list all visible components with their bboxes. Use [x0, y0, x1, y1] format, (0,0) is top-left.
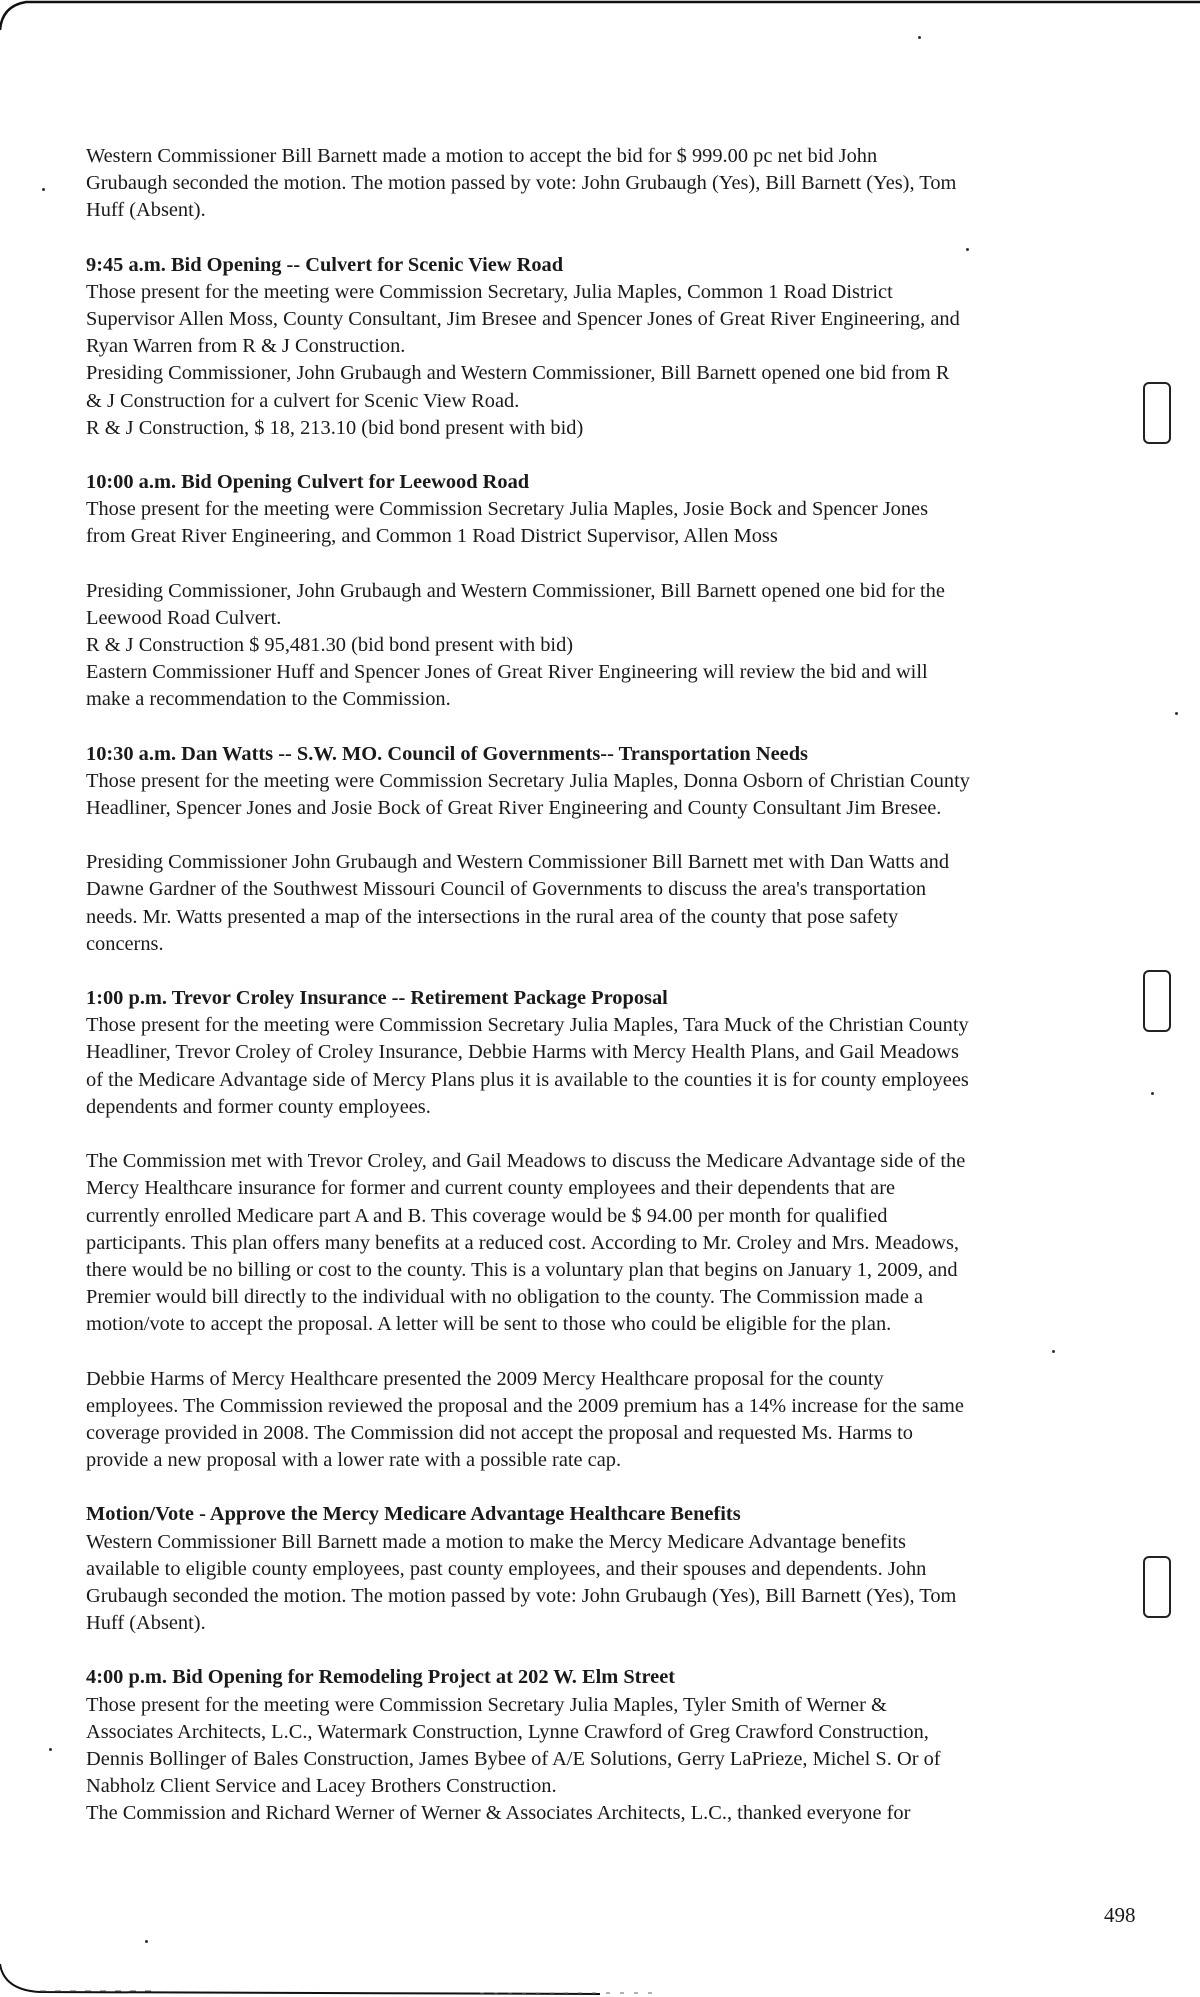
- text-line: currently enrolled Medicare part A and B. This coverage would be $ 94.00 per month for qualified: [86, 1204, 888, 1227]
- text-line: needs. Mr. Watts presented a map of the intersections in the rural area of the county that pose safety: [86, 905, 899, 928]
- text-line: Those present for the meeting were Commission Secretary, Julia Maples, Common 1 Road District: [86, 280, 893, 303]
- text-line: Presiding Commissioner John Grubaugh and Western Commissioner Bill Barnett met with Dan Watts and: [86, 851, 950, 874]
- text-line: Dennis Bollinger of Bales Construction, James Bybee of A/E Solutions, Gerry LaPrieze, Michel S. Or of: [86, 1747, 941, 1770]
- section-heading: 9:45 a.m. Bid Opening -- Culvert for Scenic View Road: [86, 253, 564, 276]
- page-number: 498: [1104, 1903, 1136, 1927]
- transportation-paragraph: [86, 849, 1116, 958]
- text-line: participants. This plan offers many benefits at a reduced cost. According to Mr. Croley and Mrs. Meadows,: [86, 1231, 960, 1254]
- leewood-bid-paragraph: [86, 578, 1116, 714]
- text-line: Huff (Absent).: [86, 1612, 206, 1635]
- scan-speck: [1151, 1092, 1154, 1095]
- scan-speck: [49, 1748, 52, 1751]
- section-heading: 10:30 a.m. Dan Watts -- S.W. MO. Council of Governments-- Transportation Needs: [86, 742, 808, 765]
- scan-speck: [145, 1940, 148, 1943]
- document-body: [86, 143, 1116, 1828]
- text-line: Grubaugh seconded the motion. The motion passed by vote: John Grubaugh (Yes), Bill Barnett (Yes), Tom: [86, 172, 957, 195]
- text-line: & J Construction for a culvert for Scenic View Road.: [86, 389, 520, 412]
- text-line: Eastern Commissioner Huff and Spencer Jones of Great River Engineering will review the bid and will: [86, 661, 928, 684]
- section-heading: Motion/Vote - Approve the Mercy Medicare Advantage Healthcare Benefits: [86, 1503, 741, 1526]
- text-line: The Commission met with Trevor Croley, and Gail Meadows to discuss the Medicare Advantage side of the: [86, 1150, 966, 1173]
- text-line: Headliner, Spencer Jones and Josie Bock of Great River Engineering and County Consultant Jim Bresee.: [86, 797, 942, 820]
- text-line: provide a new proposal with a lower rate with a possible rate cap.: [86, 1449, 622, 1472]
- text-line: employees. The Commission reviewed the proposal and the 2009 premium has a 14% increase for the same: [86, 1394, 964, 1417]
- section-leewood-culvert: [86, 469, 1116, 551]
- text-line: available to eligible county employees, past county employees, and their spouses and dependents. John: [86, 1557, 927, 1580]
- text-line: of the Medicare Advantage side of Mercy Plans plus it is available to the counties it is for county employees: [86, 1068, 969, 1091]
- text-line: Those present for the meeting were Commission Secretary Julia Maples, Tyler Smith of Werner &: [86, 1693, 887, 1716]
- text-line: Dawne Gardner of the Southwest Missouri Council of Governments to discuss the area's transportation: [86, 878, 927, 901]
- section-heading: 4:00 p.m. Bid Opening for Remodeling Project at 202 W. Elm Street: [86, 1666, 676, 1689]
- section-retirement-package: [86, 985, 1116, 1121]
- section-motion-vote: [86, 1501, 1116, 1637]
- margin-checkbox: [1143, 970, 1171, 1032]
- text-line: Western Commissioner Bill Barnett made a motion to accept the bid for $ 999.00 pc net bid John: [86, 145, 878, 167]
- text-line: Supervisor Allen Moss, County Consultant, Jim Bresee and Spencer Jones of Great River Engineering, and: [86, 308, 960, 331]
- text-line: R & J Construction, $ 18, 213.10 (bid bond present with bid): [86, 416, 584, 439]
- text-line: Western Commissioner Bill Barnett made a motion to make the Mercy Medicare Advantage benefits: [86, 1530, 906, 1553]
- text-line: Premier would bill directly to the individual with no obligation to the county. The Commission made a: [86, 1286, 924, 1309]
- text-line: Presiding Commissioner, John Grubaugh and Western Commissioner, Bill Barnett opened one bid for the: [86, 579, 945, 602]
- scan-speck: [42, 188, 45, 191]
- text-line: make a recommendation to the Commission.: [86, 688, 451, 711]
- text-line: Grubaugh seconded the motion. The motion passed by vote: John Grubaugh (Yes), Bill Barnett (Yes), Tom: [86, 1584, 957, 1607]
- text-line: The Commission and Richard Werner of Werner & Associates Architects, L.C., thanked everyone for: [86, 1802, 911, 1825]
- page-edge-bottom: [0, 1960, 1200, 1997]
- scan-speck: [918, 36, 921, 39]
- section-scenic-view-culvert: [86, 252, 1116, 442]
- motion-paragraph: [86, 143, 1116, 225]
- margin-checkbox: [1143, 382, 1171, 444]
- text-line: Nabholz Client Service and Lacey Brothers Construction.: [86, 1775, 557, 1798]
- text-line: Huff (Absent).: [86, 199, 206, 222]
- text-line: from Great River Engineering, and Common 1 Road District Supervisor, Allen Moss: [86, 525, 778, 548]
- text-line: Ryan Warren from R & J Construction.: [86, 335, 406, 358]
- section-heading: 10:00 a.m. Bid Opening Culvert for Leewood Road: [86, 471, 530, 494]
- text-line: coverage provided in 2008. The Commission did not accept the proposal and requested Ms. Harms to: [86, 1421, 913, 1444]
- page-edge-top: [0, 0, 1200, 40]
- text-line: Those present for the meeting were Commission Secretary Julia Maples, Donna Osborn of Christian County: [86, 769, 970, 792]
- scan-speck: [1175, 712, 1178, 715]
- section-transportation-needs: [86, 741, 1116, 823]
- scan-speck: [1052, 1350, 1055, 1353]
- section-heading: 1:00 p.m. Trevor Croley Insurance -- Retirement Package Proposal: [86, 987, 668, 1010]
- scan-speck: [966, 248, 969, 251]
- margin-checkbox: [1143, 1556, 1171, 1618]
- text-line: Leewood Road Culvert.: [86, 606, 282, 629]
- medicare-advantage-paragraph: [86, 1148, 1116, 1338]
- section-remodeling-bid: [86, 1664, 1116, 1827]
- text-line: Debbie Harms of Mercy Healthcare presented the 2009 Mercy Healthcare proposal for the county: [86, 1367, 884, 1390]
- text-line: dependents and former county employees.: [86, 1095, 431, 1118]
- text-line: Mercy Healthcare insurance for former and current county employees and their dependents that are: [86, 1177, 896, 1200]
- text-line: Those present for the meeting were Commission Secretary Julia Maples, Josie Bock and Spencer Jones: [86, 498, 929, 521]
- text-line: motion/vote to accept the proposal. A letter will be sent to those who could be eligible for the plan.: [86, 1313, 892, 1336]
- text-line: Headliner, Trevor Croley of Croley Insurance, Debbie Harms with Mercy Health Plans, and Gail Meadows: [86, 1041, 959, 1064]
- text-line: there would be no billing or cost to the county. This is a voluntary plan that begins on January 1, 2009, and: [86, 1258, 958, 1281]
- text-line: concerns.: [86, 932, 164, 955]
- text-line: Presiding Commissioner, John Grubaugh and Western Commissioner, Bill Barnett opened one bid from R: [86, 362, 950, 385]
- text-line: R & J Construction $ 95,481.30 (bid bond present with bid): [86, 634, 574, 657]
- mercy-proposal-paragraph: [86, 1366, 1116, 1475]
- text-line: Associates Architects, L.C., Watermark Construction, Lynne Crawford of Greg Crawford Construction,: [86, 1720, 929, 1743]
- text-line: Those present for the meeting were Commission Secretary Julia Maples, Tara Muck of the Christian County: [86, 1014, 969, 1037]
